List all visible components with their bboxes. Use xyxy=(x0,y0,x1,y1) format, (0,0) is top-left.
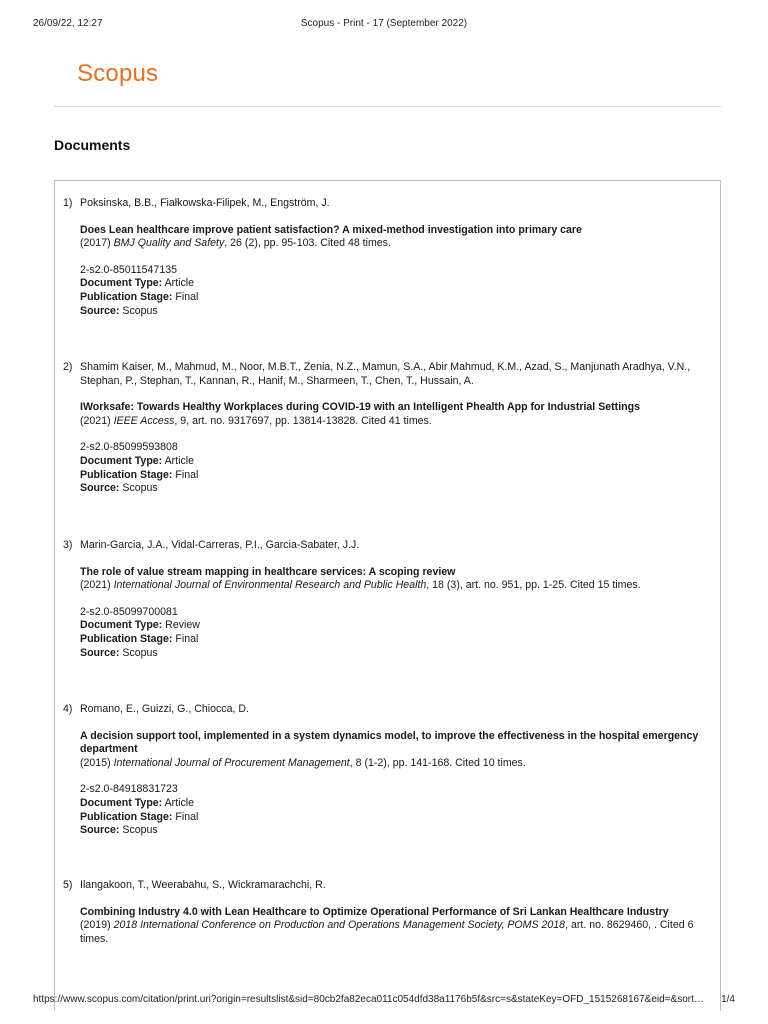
document-source xyxy=(80,824,710,838)
print-header xyxy=(33,18,735,32)
document-type-label: Document Type: xyxy=(80,454,163,467)
document-source-value: Scopus xyxy=(119,304,158,317)
document-eid: 2-s2.0-85099593808 xyxy=(80,441,178,454)
scopus-logo[interactable]: Scopus xyxy=(77,60,159,87)
document-entry xyxy=(63,703,710,838)
document-citation xyxy=(80,757,710,771)
citation-details: , art. no. 8629460, . Cited 6 times. xyxy=(80,919,694,945)
document-entry xyxy=(63,879,710,946)
document-title[interactable]: Combining Industry 4.0 with Lean Healthcare to Optimize Operational Performance of Sri Lankan Healthcare Industry xyxy=(80,905,669,918)
document-eid: 2-s2.0-84918831723 xyxy=(80,783,178,796)
document-title[interactable]: Does Lean healthcare improve patient satisfaction? A mixed-method investigation into primary care xyxy=(80,223,582,236)
print-footer xyxy=(33,994,735,1008)
citation-details: , 18 (3), art. no. 951, pp. 1-25. Cited 15 times. xyxy=(426,579,641,592)
document-title[interactable]: IWorksafe: Towards Healthy Workplaces during COVID-19 with an Intelligent Phealth App for Industrial Settings xyxy=(80,401,640,414)
document-title[interactable]: A decision support tool, implemented in a system dynamics model, to improve the effectiveness in the hospital emergency department xyxy=(80,729,699,756)
document-eid: 2-s2.0-85011547135 xyxy=(80,263,177,276)
document-entry xyxy=(63,539,710,660)
document-type-value: Article xyxy=(162,796,195,809)
publication-stage-label: Publication Stage: xyxy=(80,290,173,303)
document-eid: 2-s2.0-85099700081 xyxy=(80,605,178,618)
citation-source-title: International Journal of Environmental Research and Public Health xyxy=(113,579,427,592)
document-type-label: Document Type: xyxy=(80,277,163,290)
document-authors: Romano, E., Guizzi, G., Chiocca, D. xyxy=(80,703,249,715)
publication-stage xyxy=(80,469,710,483)
publication-stage-label: Publication Stage: xyxy=(80,468,173,481)
page-number: 1/4 xyxy=(721,994,735,1005)
document-source xyxy=(80,482,710,496)
section-title: Documents xyxy=(54,137,131,153)
document-source-value: Scopus xyxy=(119,824,158,837)
document-source-value: Scopus xyxy=(119,482,158,495)
citation-year: (2021) xyxy=(80,414,114,427)
document-entry xyxy=(63,361,710,496)
citation-year: (2019) xyxy=(80,919,114,932)
document-type-value: Article xyxy=(162,454,195,467)
document-type-value: Review xyxy=(162,619,200,632)
publication-stage-label: Publication Stage: xyxy=(80,810,173,823)
publication-stage-value: Final xyxy=(172,468,199,481)
document-number: 3) xyxy=(63,539,73,551)
page-url[interactable]: https://www.scopus.com/citation/print.uri?origin=resultslist&sid=80cb2fa82eca011c054dfd38a1176b5f&src=s&stateKey=OFD_1515268167&eid=&sort… xyxy=(33,994,704,1005)
publication-stage xyxy=(80,633,710,647)
citation-source-title: International Journal of Procurement Management xyxy=(113,756,350,769)
document-number: 4) xyxy=(63,703,73,715)
document-type xyxy=(80,455,710,469)
document-type-label: Document Type: xyxy=(80,619,163,632)
publication-stage-value: Final xyxy=(172,632,199,645)
citation-source-title: IEEE Access xyxy=(113,414,175,427)
document-source-label: Source: xyxy=(80,646,120,659)
document-citation xyxy=(80,237,710,251)
print-title: Scopus - Print - 17 (September 2022) xyxy=(300,18,468,29)
citation-year: (2021) xyxy=(80,579,114,592)
document-type-label: Document Type: xyxy=(80,796,163,809)
citation-details: , 26 (2), pp. 95-103. Cited 48 times. xyxy=(224,237,391,250)
publication-stage-value: Final xyxy=(172,810,199,823)
citation-details: , 9, art. no. 9317697, pp. 13814-13828. Cited 41 times. xyxy=(174,414,432,427)
citation-source-title: 2018 International Conference on Production and Operations Management Society, POMS 2018 xyxy=(113,919,566,932)
header-divider xyxy=(54,106,721,107)
document-citation xyxy=(80,579,710,593)
document-authors: Ilangakoon, T., Weerabahu, S., Wickramarachchi, R. xyxy=(80,879,326,891)
document-source-label: Source: xyxy=(80,482,120,495)
publication-stage xyxy=(80,291,710,305)
publication-stage xyxy=(80,811,710,825)
document-number: 2) xyxy=(63,361,73,373)
document-type xyxy=(80,277,710,291)
document-authors: Shamim Kaiser, M., Mahmud, M., Noor, M.B.T., Zenia, N.Z., Mamun, S.A., Abir Mahmud, K.M., Azad, S., Manjunath Aradhya, V.N., Stephan, P., Stephan, T., Kannan, R., Hanif, M., Sharmeen, T., Chen, T., Hussain, A. xyxy=(80,361,691,387)
citation-source-title: BMJ Quality and Safety xyxy=(113,237,225,250)
citation-year: (2015) xyxy=(80,756,114,769)
document-source-label: Source: xyxy=(80,304,120,317)
document-source xyxy=(80,305,710,319)
document-number: 5) xyxy=(63,879,73,891)
document-citation xyxy=(80,415,710,429)
citation-details: , 8 (1-2), pp. 141-168. Cited 10 times. xyxy=(349,756,526,769)
document-number: 1) xyxy=(63,197,73,209)
document-type xyxy=(80,797,710,811)
print-timestamp: 26/09/22, 12:27 xyxy=(33,18,103,29)
document-authors: Poksinska, B.B., Fiałkowska-Filipek, M., Engström, J. xyxy=(80,197,330,209)
document-citation xyxy=(80,919,710,946)
citation-year: (2017) xyxy=(80,237,114,250)
document-type xyxy=(80,619,710,633)
document-type-value: Article xyxy=(162,277,195,290)
documents-list xyxy=(54,180,721,1011)
document-source xyxy=(80,647,710,661)
document-source-label: Source: xyxy=(80,824,120,837)
document-source-value: Scopus xyxy=(119,646,158,659)
publication-stage-value: Final xyxy=(172,290,199,303)
publication-stage-label: Publication Stage: xyxy=(80,632,173,645)
document-authors: Marin-Garcia, J.A., Vidal-Carreras, P.I., Garcia-Sabater, J.J. xyxy=(80,539,360,551)
document-title[interactable]: The role of value stream mapping in healthcare services: A scoping review xyxy=(80,565,456,578)
document-entry xyxy=(63,197,710,318)
